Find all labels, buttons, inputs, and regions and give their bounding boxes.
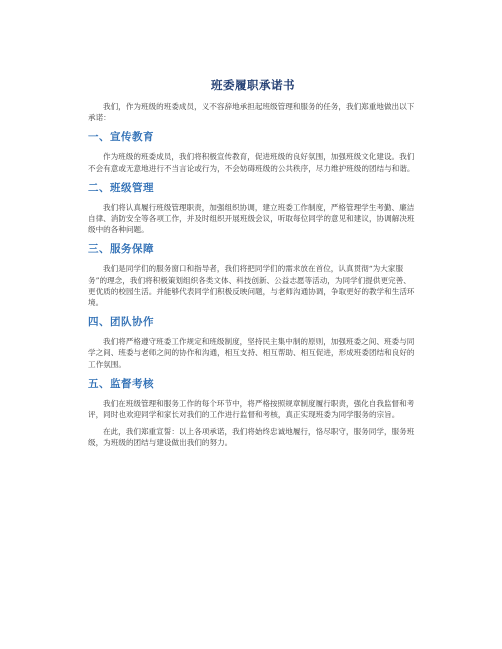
section-supervision: [88, 378, 418, 420]
section-heading: 四、团队协作: [88, 316, 154, 329]
section-service: [88, 243, 418, 308]
section-body: 我们在班级管理和服务工作的每个环节中，将严格按照规章制度履行职责，强化自我监督和考评，同时也欢迎同学和家长对我们的工作进行监督和考核，真正实现班委为同学服务的宗旨。: [88, 398, 415, 420]
section-heading: 三、服务保障: [88, 243, 154, 256]
section-body: 我们将认真履行班级管理职责，加强组织协调，建立班委工作制度，严格管理学生考勤、廉洁自律、消防安全等各项工作，并及时组织开展班级会议，听取每位同学的意见和建议，协调解决班级中的各种问题。: [88, 202, 415, 235]
section-body: 我们是同学们的服务窗口和指导者，我们将把同学们的需求放在首位，认真贯彻“为大家服务”的理念，我们将积极策划组织各类文体、科技创新、公益志愿等活动，为同学们提供更完善、更优质的校园生活。并能够代表同学们积极反映问题，与老师沟通协调，争取更好的教学和生活环境。: [88, 264, 415, 308]
section-heading: 二、班级管理: [88, 181, 154, 194]
section-body: 作为班级的班委成员，我们将积极宣传教育，促进班级的良好氛围，加强班级文化建设。我们不会有意或无意地进行不当言论或行为，不会妨碍班级的公共秩序，尽力维护班级的团结与和谐。: [88, 152, 415, 173]
document-title: 班委履职承诺书: [211, 78, 295, 92]
closing-paragraph: 在此，我们郑重宣誓：以上各项承诺，我们将始终忠诚地履行，恪尽职守，服务同学，服务班级，为班级的团结与建设做出我们的努力。: [88, 427, 415, 448]
intro-paragraph: 我们，作为班级的班委成员，义不容辞地承担起班级管理和服务的任务，我们郑重地做出以下承诺：: [88, 102, 415, 123]
section-body: 我们将严格遵守班委工作规定和班级制度，坚持民主集中制的原则，加强班委之间、班委与同学之间、班委与老师之间的协作和沟通，相互支持、相互帮助、相互促进，形成班委团结和良好的工作氛围。: [88, 337, 415, 369]
section-class-management: [88, 182, 418, 236]
section-heading: 五、监督考核: [88, 377, 154, 390]
document-page: [88, 78, 418, 449]
section-propaganda: [88, 131, 418, 173]
section-heading: 一、宣传教育: [88, 131, 154, 144]
section-teamwork: [88, 316, 418, 370]
